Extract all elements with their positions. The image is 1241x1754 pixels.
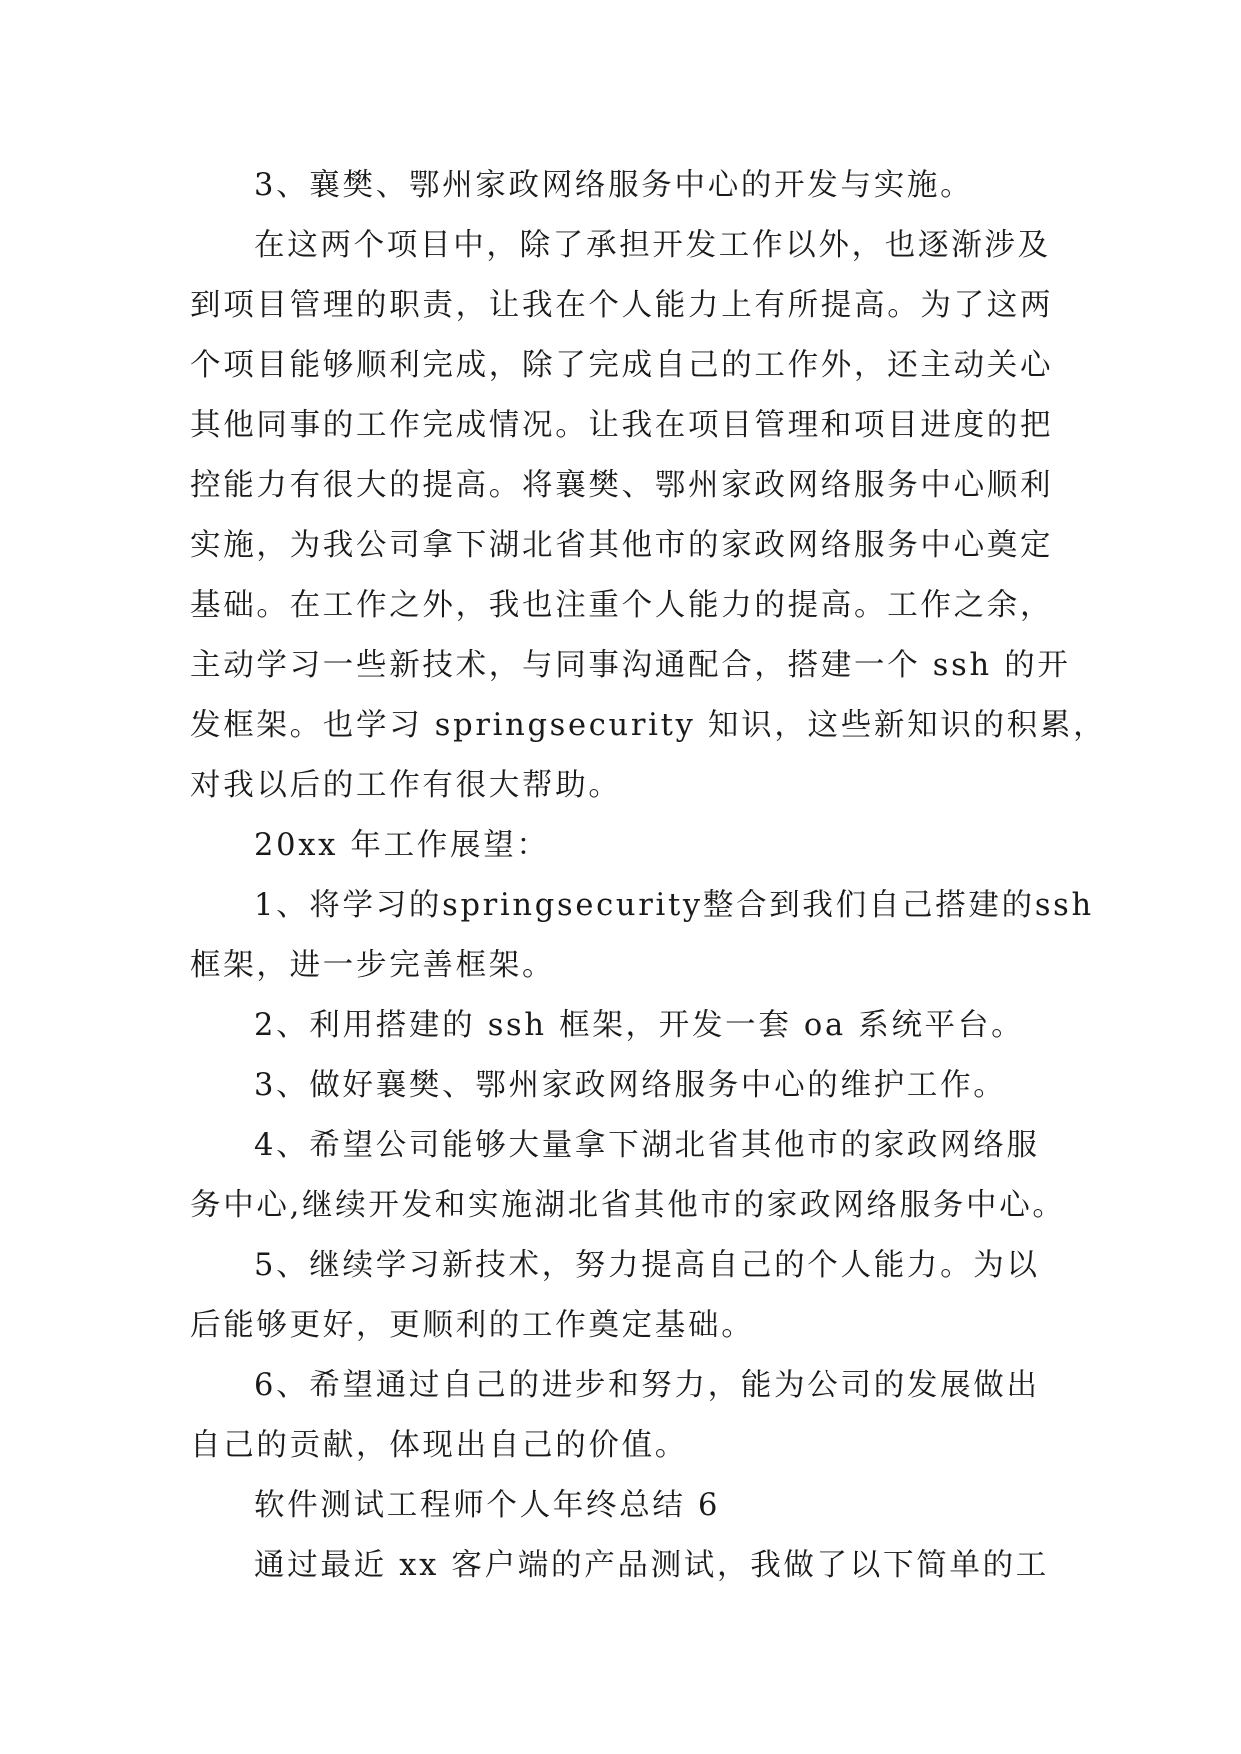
list-item-outlook-4: 4、希望公司能够大量拿下湖北省其他市的家政网络服 xyxy=(254,1128,1040,1163)
paragraph-line: 通过最近 xx 客户端的产品测试，我做了以下简单的工 xyxy=(254,1548,1049,1583)
paragraph-line: 主动学习一些新技术，与同事沟通配合，搭建一个 ssh 的开 xyxy=(190,648,1071,683)
section-heading-outlook: 20xx 年工作展望： xyxy=(254,828,550,863)
list-item-outlook-2: 2、利用搭建的 ssh 框架，开发一套 oa 系统平台。 xyxy=(254,1008,1025,1043)
list-item-outlook-5: 5、继续学习新技术，努力提高自己的个人能力。为以 xyxy=(254,1248,1040,1283)
list-item-continuation: 框架，进一步完善框架。 xyxy=(190,948,556,983)
paragraph-line: 发框架。也学习 springsecurity 知识，这些新知识的积累， xyxy=(190,708,1107,743)
list-item-project-3: 3、襄樊、鄂州家政网络服务中心的开发与实施。 xyxy=(254,168,974,203)
paragraph-line: 基础。在工作之外，我也注重个人能力的提高。工作之余， xyxy=(190,588,1054,623)
list-item-continuation: 务中心,继续开发和实施湖北省其他市的家政网络服务中心。 xyxy=(190,1188,1066,1223)
document-body xyxy=(190,156,1107,1596)
paragraph-line: 到项目管理的职责，让我在个人能力上有所提高。为了这两 xyxy=(190,288,1054,323)
paragraph-line: 个项目能够顺利完成，除了完成自己的工作外，还主动关心 xyxy=(190,348,1054,383)
list-item-outlook-3: 3、做好襄樊、鄂州家政网络服务中心的维护工作。 xyxy=(254,1068,1007,1103)
list-item-continuation: 后能够更好，更顺利的工作奠定基础。 xyxy=(190,1308,755,1343)
paragraph-line: 对我以后的工作有很大帮助。 xyxy=(190,768,622,803)
paragraph-line: 其他同事的工作完成情况。让我在项目管理和项目进度的把 xyxy=(190,408,1054,443)
list-item-outlook-1: 1、将学习的springsecurity整合到我们自己搭建的ssh xyxy=(254,888,1094,923)
paragraph-line: 在这两个项目中，除了承担开发工作以外，也逐渐涉及 xyxy=(254,228,1051,263)
list-item-outlook-6: 6、希望通过自己的进步和努力，能为公司的发展做出 xyxy=(254,1368,1040,1403)
paragraph-line: 控能力有很大的提高。将襄樊、鄂州家政网络服务中心顺利 xyxy=(190,468,1054,503)
section-title-summary-6: 软件测试工程师个人年终总结 6 xyxy=(254,1488,721,1523)
list-item-continuation: 自己的贡献，体现出自己的价值。 xyxy=(190,1428,688,1463)
paragraph-line: 实施，为我公司拿下湖北省其他市的家政网络服务中心奠定 xyxy=(190,528,1054,563)
